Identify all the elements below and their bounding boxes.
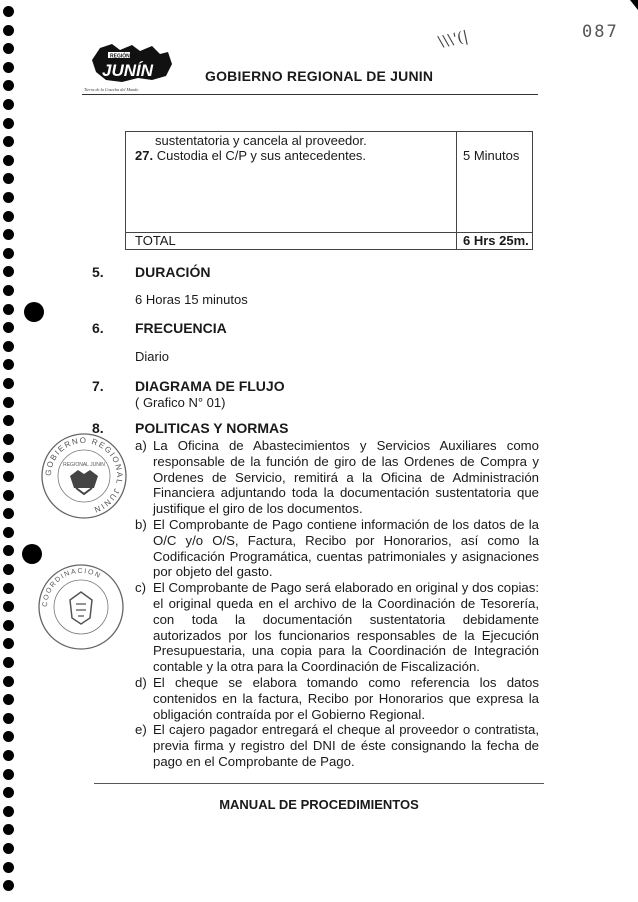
footer-title: MANUAL DE PROCEDIMIENTOS	[219, 797, 419, 812]
section-number: 6.	[92, 320, 104, 336]
section-title: DURACIÓN	[135, 264, 211, 280]
policy-text: El cajero pagador entregará el cheque al proveedor o contratista, previa firma y registro del DNI de éste consignando la fecha de pago en el Comprobante de Pago.	[153, 722, 539, 769]
procedure-table	[125, 131, 533, 250]
section-title: FRECUENCIA	[135, 320, 227, 336]
footer-rule	[94, 783, 544, 784]
junin-logo	[82, 42, 182, 94]
policy-text: La Oficina de Abastecimientos y Servicios Auxiliares como responsable de la función de giro de las Ordenes de Compra y Ordenes de Servicio, remitirá a la Oficina de Administración Financiera adjuntando toda la documentación sustentatoria que justifique el giro de los documentos.	[153, 438, 539, 517]
binding-dot	[3, 99, 14, 110]
policy-label: e)	[135, 722, 147, 738]
continued-text: sustentatoria y cancela al proveedor.	[155, 133, 367, 148]
binding-dot	[3, 769, 14, 780]
binding-dot	[3, 713, 14, 724]
logo-tagline: Tierra de la Cosecha del Mundo	[84, 87, 139, 92]
binding-dot	[3, 341, 14, 352]
section-number: 7.	[92, 378, 104, 394]
section-text: 6 Horas 15 minutos	[135, 292, 248, 307]
binding-dot	[3, 304, 14, 315]
binding-dot	[3, 25, 14, 36]
binding-dot	[3, 415, 14, 426]
policy-label: a)	[135, 438, 147, 453]
binding-dot	[3, 322, 14, 333]
binding-dot	[3, 285, 14, 296]
binding-dot	[3, 583, 14, 594]
table-row	[126, 132, 533, 233]
binding-dot	[3, 620, 14, 631]
binding-dot	[3, 545, 14, 556]
seal-ring-text: COORDINACION	[41, 567, 103, 608]
step-line	[135, 148, 456, 164]
logo-text: JUNÍN	[102, 61, 154, 80]
step-time: 5 Minutos	[457, 132, 533, 233]
binding-dot	[3, 676, 14, 687]
header-title: GOBIERNO REGIONAL DE JUNIN	[205, 68, 434, 84]
binding-dot	[3, 80, 14, 91]
step-text: Custodia el C/P y sus antecedentes.	[156, 148, 367, 163]
binding-dot-large	[22, 544, 42, 564]
binding-dot	[3, 229, 14, 240]
binding-dot	[3, 173, 14, 184]
binding-dot	[3, 192, 14, 203]
binding-dot	[3, 657, 14, 668]
policy-text: El Comprobante de Pago contiene información de los datos de la O/C y/o O/S, Factura, Recibo por Honorarios, así como la Codificación Programática, cuentas patrimoniales y asignaciones por objeto del gasto.	[153, 516, 539, 580]
binding-dot	[3, 6, 14, 17]
policy-item	[135, 517, 539, 580]
policy-label: b)	[135, 516, 147, 532]
section-number: 8.	[92, 420, 104, 436]
policy-label: c)	[135, 580, 146, 596]
binding-dot	[3, 508, 14, 519]
binding-dots	[3, 0, 17, 902]
binding-dot	[3, 378, 14, 389]
policy-label: d)	[135, 674, 147, 690]
svg-text:COORDINACION	[42, 568, 102, 607]
page-number: 087	[582, 22, 619, 42]
binding-dot	[3, 136, 14, 147]
policy-item	[135, 438, 539, 517]
binding-dot	[3, 397, 14, 408]
binding-dot	[3, 155, 14, 166]
logo-small-text: REGIÓN	[110, 53, 130, 60]
section-title: POLITICAS Y NORMAS	[135, 420, 289, 436]
section-text: ( Grafico N° 01)	[135, 395, 226, 410]
binding-dot	[3, 564, 14, 575]
binding-dot	[3, 527, 14, 538]
binding-dot	[3, 731, 14, 742]
binding-dot	[3, 43, 14, 54]
coordination-seal	[36, 562, 126, 652]
table-total-row	[126, 233, 533, 250]
section-text: Diario	[135, 349, 169, 364]
header-rule	[82, 94, 538, 95]
handwritten-mark: \\\'(|	[436, 27, 470, 51]
total-label: TOTAL	[126, 233, 457, 250]
binding-dot	[3, 601, 14, 612]
binding-dot	[3, 638, 14, 649]
policy-item	[135, 675, 539, 722]
seal-ring-text: GOBIERNO REGIONAL JUNIN	[43, 435, 125, 515]
binding-dot	[3, 694, 14, 705]
policy-item	[135, 722, 539, 769]
binding-dot	[3, 862, 14, 873]
binding-dot	[3, 452, 14, 463]
binding-dot	[3, 843, 14, 854]
policy-text: El Comprobante de Pago será elaborado en original y dos copias: el original queda en el archivo de la Coordinación de Tesorería, con toda la documentación sustentatoria debidamente autorizados por los funcionarios responsables de la Ejecución Presupuestaria, una copia para la Coordinación de Integración contable y la otra para la Coordinación de Fiscalización.	[153, 580, 539, 675]
binding-dot	[3, 118, 14, 129]
binding-dot	[3, 880, 14, 891]
binding-dot	[3, 211, 14, 222]
regional-seal	[40, 432, 128, 520]
binding-dot	[3, 471, 14, 482]
binding-dot-large	[24, 302, 44, 322]
binding-dot	[3, 266, 14, 277]
policy-item	[135, 580, 539, 675]
section-number: 5.	[92, 264, 104, 280]
total-value: 6 Hrs 25m.	[457, 233, 533, 250]
step-number: 27.	[135, 148, 154, 163]
binding-dot	[3, 490, 14, 501]
binding-dot	[3, 750, 14, 761]
seal-inner-text: REGIONAL JUNIN	[63, 462, 105, 468]
section-title: DIAGRAMA DE FLUJO	[135, 378, 285, 394]
binding-dot	[3, 62, 14, 73]
binding-dot	[3, 434, 14, 445]
corner-mark	[630, 0, 638, 10]
policies-list	[135, 438, 539, 770]
binding-dot	[3, 359, 14, 370]
binding-dot	[3, 248, 14, 259]
policy-text: El cheque se elabora tomando como referencia los datos contenidos en la factura, Recibo por Honorarios que expresa la obligación contraída por el Gobierno Regional.	[153, 674, 539, 722]
binding-dot	[3, 824, 14, 835]
